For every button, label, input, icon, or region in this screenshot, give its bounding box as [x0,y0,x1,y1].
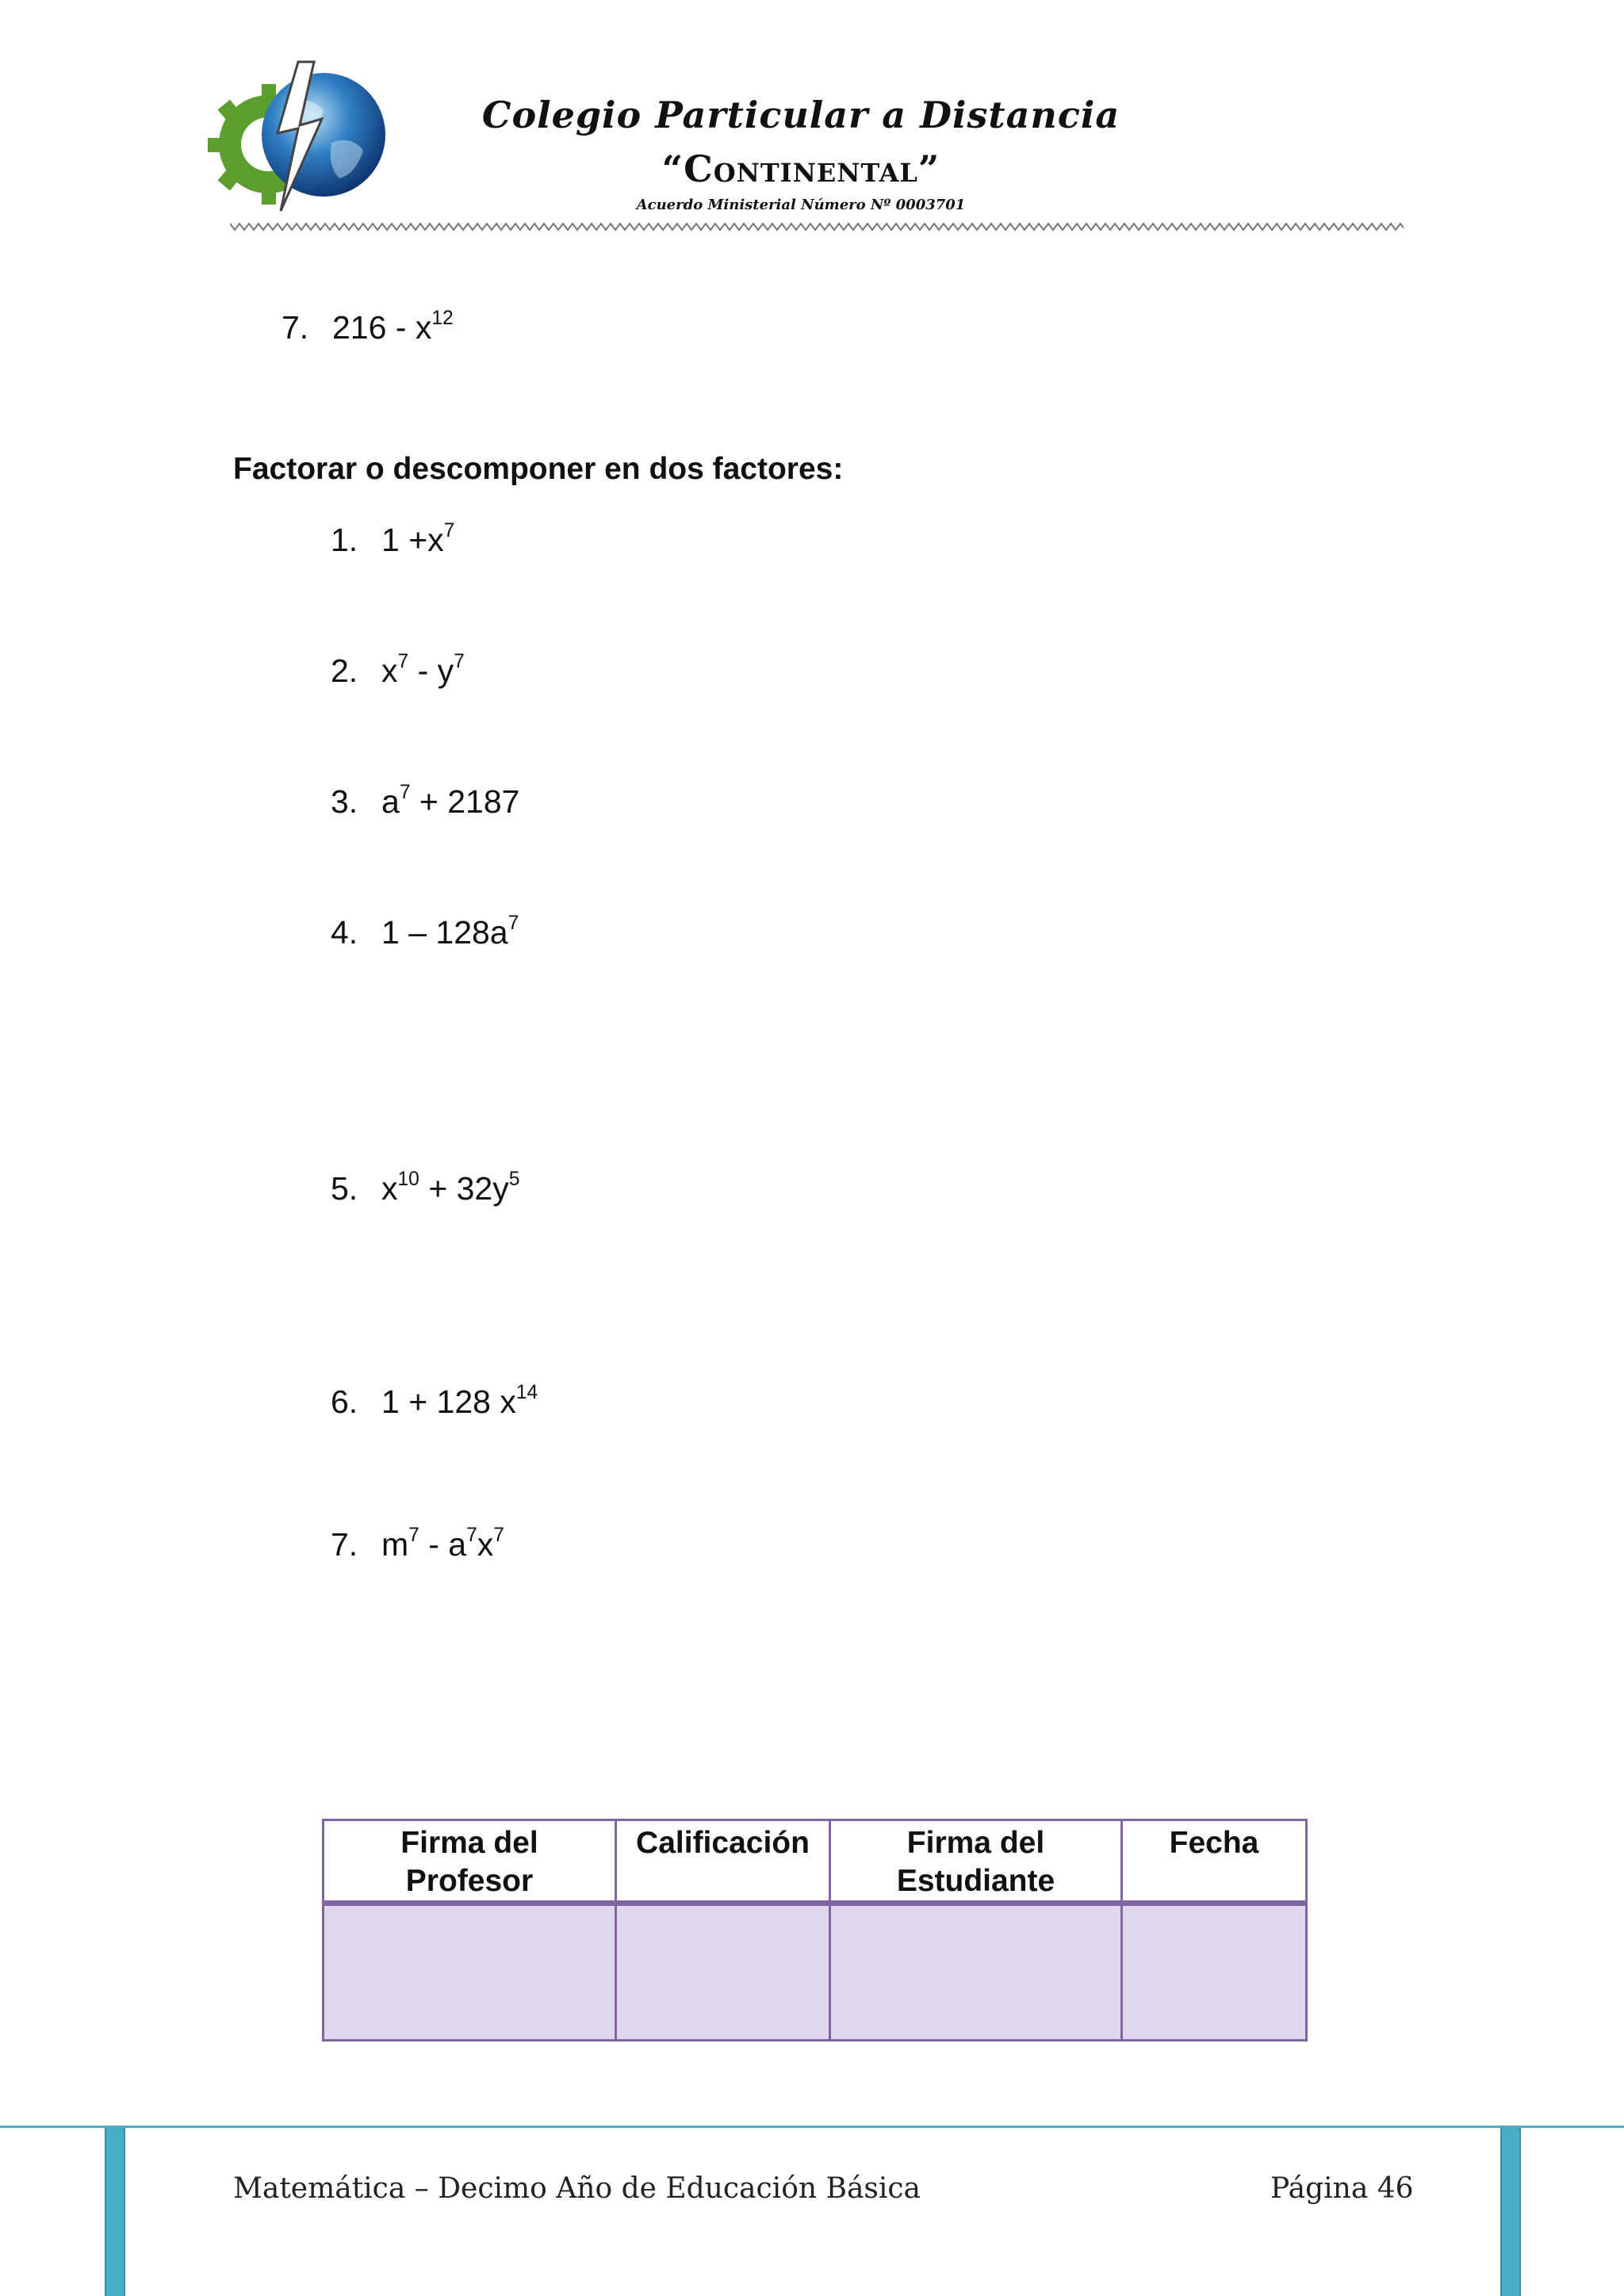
section-heading: Factorar o descomponer en dos factores: [233,452,844,486]
list-item: 7. $216 - x^{12}$ [282,307,454,346]
footer-page-number: Página 46 [1270,2172,1414,2205]
signature-table [322,1819,1308,2042]
header-student-signature: Firma del Estudiante [830,1820,1122,1904]
school-line: Colegio Particular a Distancia [481,94,1120,136]
header-divider [230,220,1404,233]
footer-right-bar [1500,2128,1521,2296]
grade-cell [616,1904,830,2041]
list-item: 1. $1 +x^7$ [331,519,455,558]
footer-course-title: Matemática – Decimo Año de Educación Básica [233,2172,921,2205]
list-item: 3. $a^7 + 2187$ [331,781,520,820]
teacher-signature-cell [324,1904,616,2041]
table-row [324,1904,1307,2041]
table-header-row [324,1820,1307,1904]
student-signature-cell [830,1904,1122,2041]
footer-divider [0,2126,1624,2128]
school-name: “Continental” [661,147,940,190]
ministerial-agreement: Acuerdo Ministerial Número Nº 0003701 [636,197,966,213]
header-grade: Calificación [616,1820,830,1904]
list-item: 6. 1 + 128 $x^{14}$ [331,1381,538,1420]
school-logo-icon [205,55,395,230]
list-item: 4. $1 - 128a^7$ [331,912,519,951]
list-item: 7. $m^7 - a^7x^7$ [331,1524,504,1563]
date-cell [1122,1904,1307,2041]
list-item: 2. $x^7 - y^7$ [331,650,465,689]
footer-left-bar [105,2128,125,2296]
header-teacher-signature: Firma del Profesor [324,1820,616,1904]
header-date: Fecha [1122,1820,1307,1904]
list-item: 5. $x^{10} + 32y^5$ [331,1168,520,1207]
